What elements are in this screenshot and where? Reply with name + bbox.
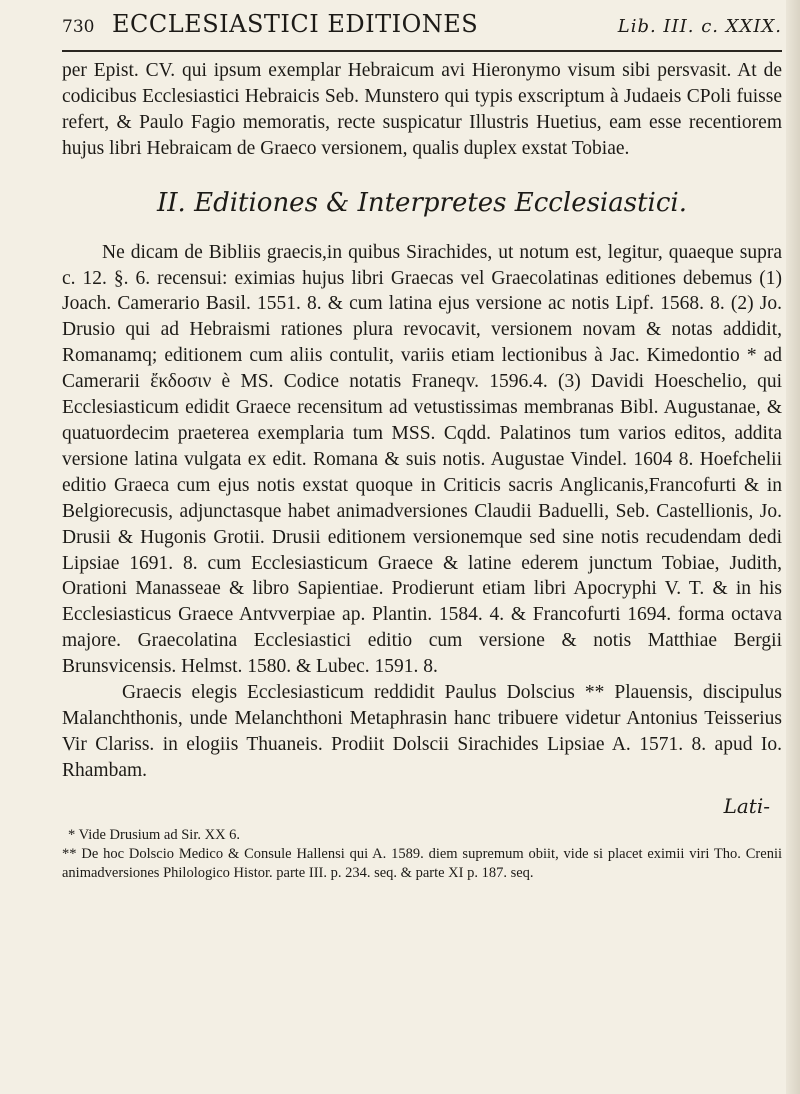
section-title: II. Editiones & Interpretes Ecclesiastici.: [157, 187, 687, 218]
footnote-1: * Vide Drusium ad Sir. XX 6.: [68, 826, 241, 843]
paragraph-1: per Epist. CV. qui ipsum exemplar Hebraicum avi Hieronymo visum sibi persvasit. At de codicibus Ecclesiastici Hebraicis Seb. Munstero qui typis exscriptum à Judaeis CPoli fuisse refert, & Paulo Fagio memoratis, recte suspicatur Illustris Huetius, eam esse recentiorem hujus libri Hebraicam de Graeco versionem, qualis duplex exstat Tobiae.: [62, 60, 782, 159]
running-head: ECCLESIASTICI EDITIONES: [112, 10, 479, 38]
chapter-reference: Lib. III. c. XXIX.: [617, 16, 782, 37]
paragraph-2: Ne dicam de Bibliis graecis,in quibus Sirachides, ut notum est, legitur, quaeque supra c. 12. §. 6. recensui: eximias hujus libri Graecas vel Graecolatinas editiones debemus (1) Joach. Camerario Basil. 1551. 8. & cum latina ejus versione ac notis Lipf. 1568. 8. (2) Jo. Drusio qui ad Hebraismi rationes plura revocavit, versionem novam & notas addidit, Romanamq; editionem cum aliis contulit, variis etiam lectionibus à Jac. Kimedontio * ad Camerarii ἔκδοσιν è MS. Codice notatis Franeqv. 1596.4. (3) Davidi Hoeschelio, qui Ecclesiasticum edidit Graece recensitum ad vetustissimas membranas Bibl. Augustanae, & quatuordecim praeterea exemplaria tum MSS. Cqdd. Palatinos tum varios editos, addita versione latina vulgata ex edit. Romana & suis notis. Augustae Vindel. 1604 8. Hoefchelii editio Graeca cum ejus notis exstat quoque in Criticis sacris Anglicanis,Francofurti & in Belgiorecusis, adjunctasque habet animadversiones Claudii Baduelli, Seb. Castellionis, Jo. Drusii & Hugonis Grotii. Drusii editionem versionemque sed sine notis recudendam dedi Lipsiae 1691. 8. cum Ecclesiasticum Graece & latine ederem junctum Tobiae, Judith, Orationi Manasseae & libro Sapientiae. Prodierunt etiam libri Apocryphi V. T. & in his Ecclesiasticus Graece Antvverpiae ap. Plantin. 1584. 4. & Francofurti 1694. forma octava majore. Graecolatina Ecclesiastici editio cum versione & notis Matthiae Bergii Brunsvicensis. Helmst. 1580. & Lubec. 1591. 8.: [62, 241, 782, 678]
footnote-2: ** De hoc Dolscio Medico & Consule Hallensi qui A. 1589. diem supremum obiit, vide si placet eximii viri Tho. Crenii animadversiones Philologico Histor. parte III. p. 234. seq. & parte XI p. 187. seq.: [62, 845, 782, 881]
book-spine-edge: [786, 0, 800, 1094]
paragraph-3: Graecis elegis Ecclesiasticum reddidit Paulus Dolscius ** Plauensis, discipulus Malanchthonis, unde Melanchthoni Metaphrasin hanc tribuere videtur Antonius Teisserius Vir Clariss. in elogiis Thuaneis. Prodiit Dolscii Sirachides Lipsiae A. 1571. 8. apud Io. Rhambam.: [62, 682, 782, 781]
page-number: 730: [62, 17, 95, 37]
page-header: [62, 10, 782, 52]
catchword: Lati-: [723, 793, 770, 818]
footnotes: [62, 826, 782, 883]
document-page: [62, 10, 782, 883]
